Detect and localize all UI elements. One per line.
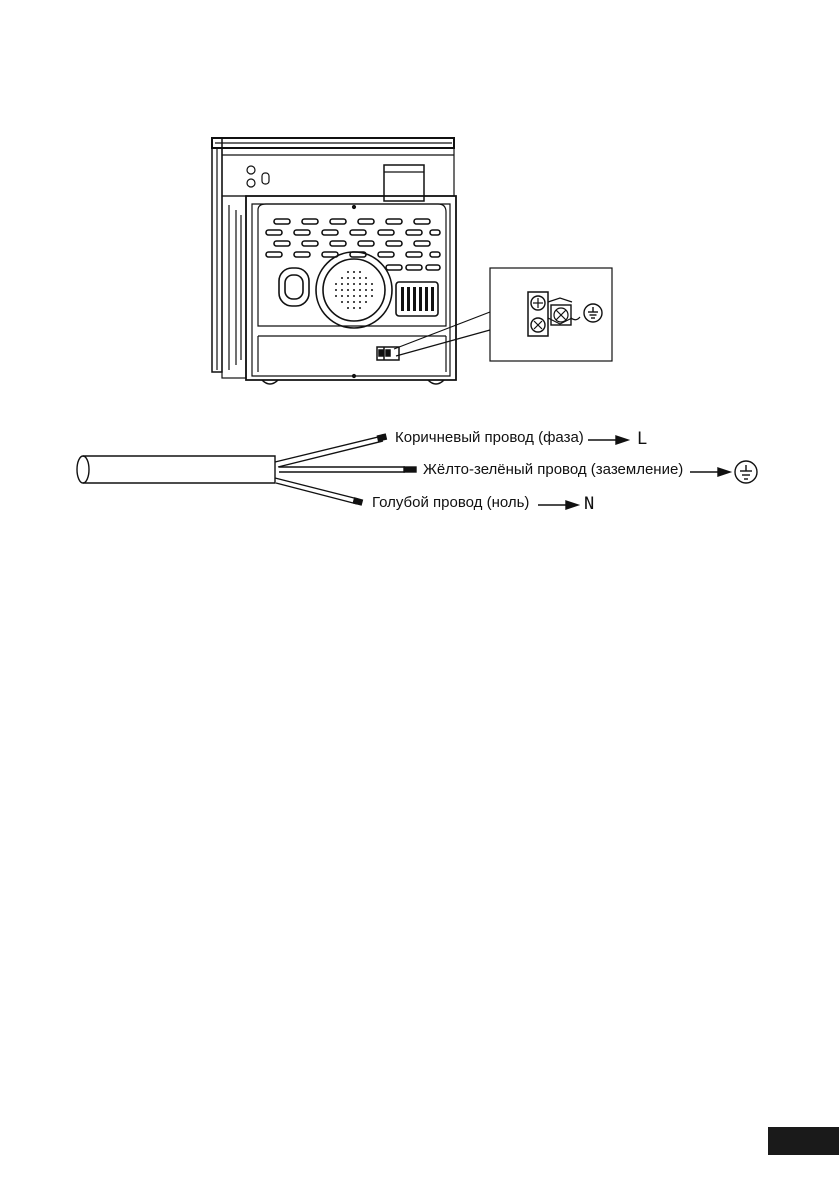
arrow-to-N [538,501,578,509]
cable-sheath [77,456,275,483]
terminal-N: N [584,494,595,514]
label-blue-wire: Голубой провод (ноль) [372,494,530,511]
ground-icon [735,461,757,483]
page-tab [768,1127,839,1155]
wire-brown [275,434,386,467]
arrow-to-ground [690,468,730,476]
arrow-to-L [588,436,628,444]
label-yellow-green-wire: Жёлто-зелёный провод (заземление) [423,461,684,478]
wire-yellow-green [279,467,416,472]
label-brown-wire: Коричневый провод (фаза) [395,429,584,446]
terminal-L: L [637,429,648,449]
cable-diagram [0,0,839,560]
wire-blue [275,478,362,505]
